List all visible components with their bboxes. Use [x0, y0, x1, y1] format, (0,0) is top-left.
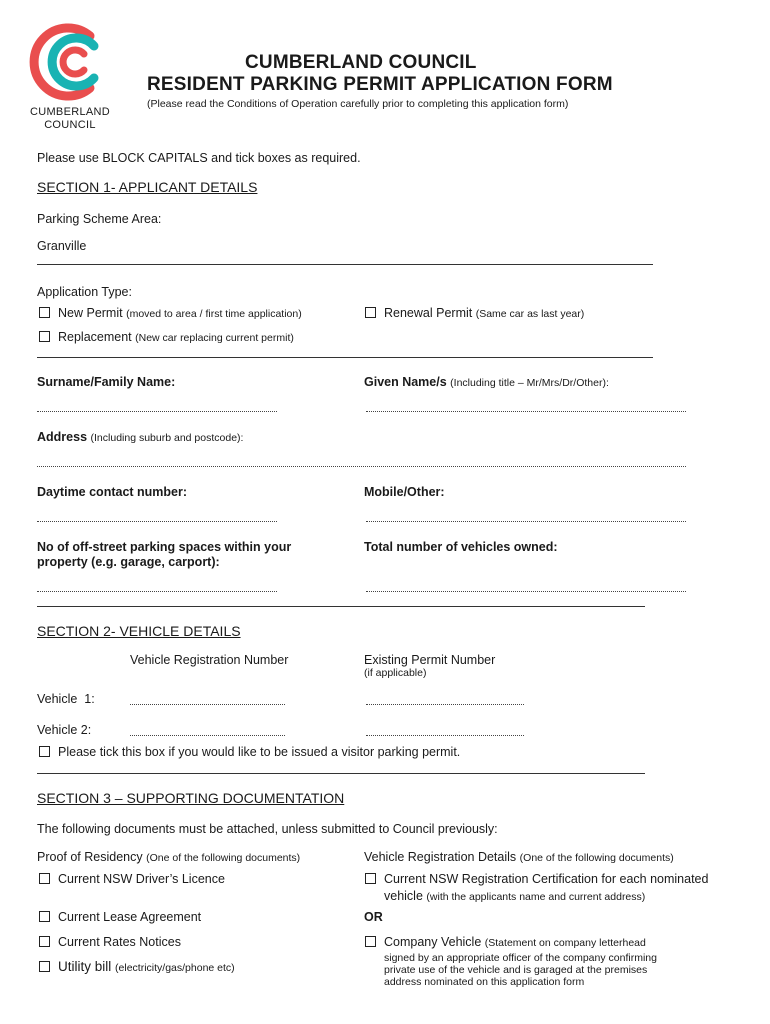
lease-option[interactable]	[39, 910, 201, 924]
vehicle-registration-details-title: Vehicle Registration Details	[364, 850, 517, 864]
renewal-permit-option[interactable]	[365, 306, 584, 320]
lease-checkbox[interactable]	[39, 911, 50, 922]
offstreet-parking-label-1: No of off-street parking spaces within your	[37, 540, 292, 554]
replacement-option[interactable]	[39, 330, 294, 344]
mobile-other-field[interactable]	[366, 521, 686, 522]
replacement-note: (New car replacing current permit)	[135, 332, 294, 344]
or-label: OR	[364, 910, 383, 924]
company-vehicle-note-4: address nominated on this application form	[384, 976, 585, 988]
new-permit-option[interactable]	[39, 306, 302, 320]
existing-permit-header: Existing Permit Number	[364, 653, 496, 667]
proof-of-residency-note: (One of the following documents)	[146, 852, 301, 864]
vehicle-2-label: Vehicle 2:	[37, 723, 92, 737]
section3-intro: The following documents must be attached, unless submitted to Council previously:	[37, 822, 498, 836]
licence-option[interactable]	[39, 872, 225, 886]
instructions-prefix: Please use	[37, 151, 103, 165]
address-title: Address	[37, 430, 88, 444]
company-vehicle-note-3: private use of the vehicle and is garaged at the premises	[384, 964, 648, 976]
scheme-underline	[37, 264, 653, 265]
section2-heading: SECTION 2- VEHICLE DETAILS	[37, 623, 241, 639]
council-logo	[28, 22, 112, 132]
vehicles-owned-label: Total number of vehicles owned:	[364, 540, 558, 554]
vehicle-1-permit-field[interactable]	[366, 704, 524, 705]
nsw-registration-checkbox[interactable]	[365, 873, 376, 884]
offstreet-parking-label-2: property (e.g. garage, carport):	[37, 555, 220, 569]
nsw-registration-option[interactable]	[365, 872, 708, 886]
replacement-label: Replacement	[58, 330, 132, 344]
existing-permit-note: (if applicable)	[364, 667, 427, 679]
vehicle-1-label: Vehicle 1:	[37, 692, 95, 706]
licence-checkbox[interactable]	[39, 873, 50, 884]
vehicle-registration-header: Vehicle Registration Number	[130, 653, 289, 667]
given-names-title: Given Name/s	[364, 375, 447, 389]
nsw-registration-label: Current NSW Registration Certification for each nominated	[384, 872, 709, 886]
company-vehicle-checkbox[interactable]	[365, 936, 376, 947]
surname-label: Surname/Family Name:	[37, 375, 176, 389]
nsw-registration-vehicle: vehicle	[384, 889, 423, 903]
mobile-other-label: Mobile/Other:	[364, 485, 445, 499]
vehicle-registration-details-note: (One of the following documents)	[519, 852, 674, 864]
rates-checkbox[interactable]	[39, 936, 50, 947]
rates-label: Current Rates Notices	[58, 935, 181, 949]
form-note: (Please read the Conditions of Operation carefully prior to completing this application form)	[147, 98, 569, 110]
renewal-permit-checkbox[interactable]	[365, 307, 376, 318]
section2-end-rule	[37, 773, 645, 774]
instructions-block-capitals: BLOCK CAPITALS	[102, 151, 208, 165]
company-vehicle-option[interactable]	[365, 935, 646, 949]
lease-label: Current Lease Agreement	[58, 910, 202, 924]
section1-heading: SECTION 1- APPLICANT DETAILS	[37, 179, 258, 195]
proof-of-residency-label	[37, 850, 300, 864]
rates-option[interactable]	[39, 935, 181, 949]
renewal-permit-label: Renewal Permit	[384, 306, 473, 320]
licence-label: Current NSW Driver’s Licence	[58, 872, 225, 886]
utility-label: Utility bill	[58, 959, 112, 974]
form-title-line-1: CUMBERLAND COUNCIL	[245, 52, 477, 73]
utility-note: (electricity/gas/phone etc)	[115, 962, 235, 974]
new-permit-note: (moved to area / first time application)	[126, 308, 302, 320]
given-names-field[interactable]	[366, 411, 686, 412]
logo-line-2: COUNCIL	[44, 119, 96, 131]
form-title-line-2: RESIDENT PARKING PERMIT APPLICATION FORM	[147, 74, 613, 95]
given-names-note: (Including title – Mr/Mrs/Dr/Other):	[450, 377, 609, 389]
vehicle-1-registration-field[interactable]	[130, 704, 285, 705]
company-vehicle-label: Company Vehicle	[384, 935, 482, 949]
application-type-underline	[37, 357, 653, 358]
visitor-permit-label: Please tick this box if you would like to be issued a visitor parking permit.	[58, 745, 461, 759]
address-note: (Including suburb and postcode):	[90, 432, 244, 444]
offstreet-parking-field[interactable]	[37, 591, 277, 592]
instructions	[37, 151, 361, 165]
renewal-permit-note: (Same car as last year)	[475, 308, 585, 320]
logo-line-1: CUMBERLAND	[29, 106, 110, 118]
section3-heading: SECTION 3 – SUPPORTING DOCUMENTATION	[37, 790, 345, 806]
scheme-label: Parking Scheme Area:	[37, 212, 162, 226]
visitor-permit-checkbox[interactable]	[39, 746, 50, 757]
company-vehicle-note-2: signed by an appropriate officer of the company confirming	[384, 952, 657, 964]
daytime-contact-field[interactable]	[37, 521, 277, 522]
vehicle-2-permit-field[interactable]	[366, 735, 524, 736]
utility-checkbox[interactable]	[39, 961, 50, 972]
utility-option[interactable]	[39, 959, 235, 974]
council-logo-mark	[28, 22, 112, 102]
new-permit-label: New Permit	[58, 306, 123, 320]
address-label	[37, 430, 243, 444]
surname-field[interactable]	[37, 411, 277, 412]
address-field[interactable]	[37, 466, 686, 467]
instructions-suffix: and tick boxes as required.	[207, 151, 361, 165]
vehicle-registration-details-label	[364, 850, 674, 864]
nsw-registration-line-2	[384, 889, 645, 903]
visitor-permit-option[interactable]	[39, 745, 460, 759]
scheme-value[interactable]: Granville	[37, 239, 87, 253]
company-vehicle-note-1: (Statement on company letterhead	[484, 937, 646, 949]
replacement-checkbox[interactable]	[39, 331, 50, 342]
new-permit-checkbox[interactable]	[39, 307, 50, 318]
vehicle-2-registration-field[interactable]	[130, 735, 285, 736]
nsw-registration-note: (with the applicants name and current address)	[426, 891, 646, 903]
section1-end-rule	[37, 606, 645, 607]
application-type-label: Application Type:	[37, 285, 132, 299]
vehicles-owned-field[interactable]	[366, 591, 686, 592]
proof-of-residency-title: Proof of Residency	[37, 850, 143, 864]
daytime-contact-label: Daytime contact number:	[37, 485, 188, 499]
given-names-label	[364, 375, 609, 389]
